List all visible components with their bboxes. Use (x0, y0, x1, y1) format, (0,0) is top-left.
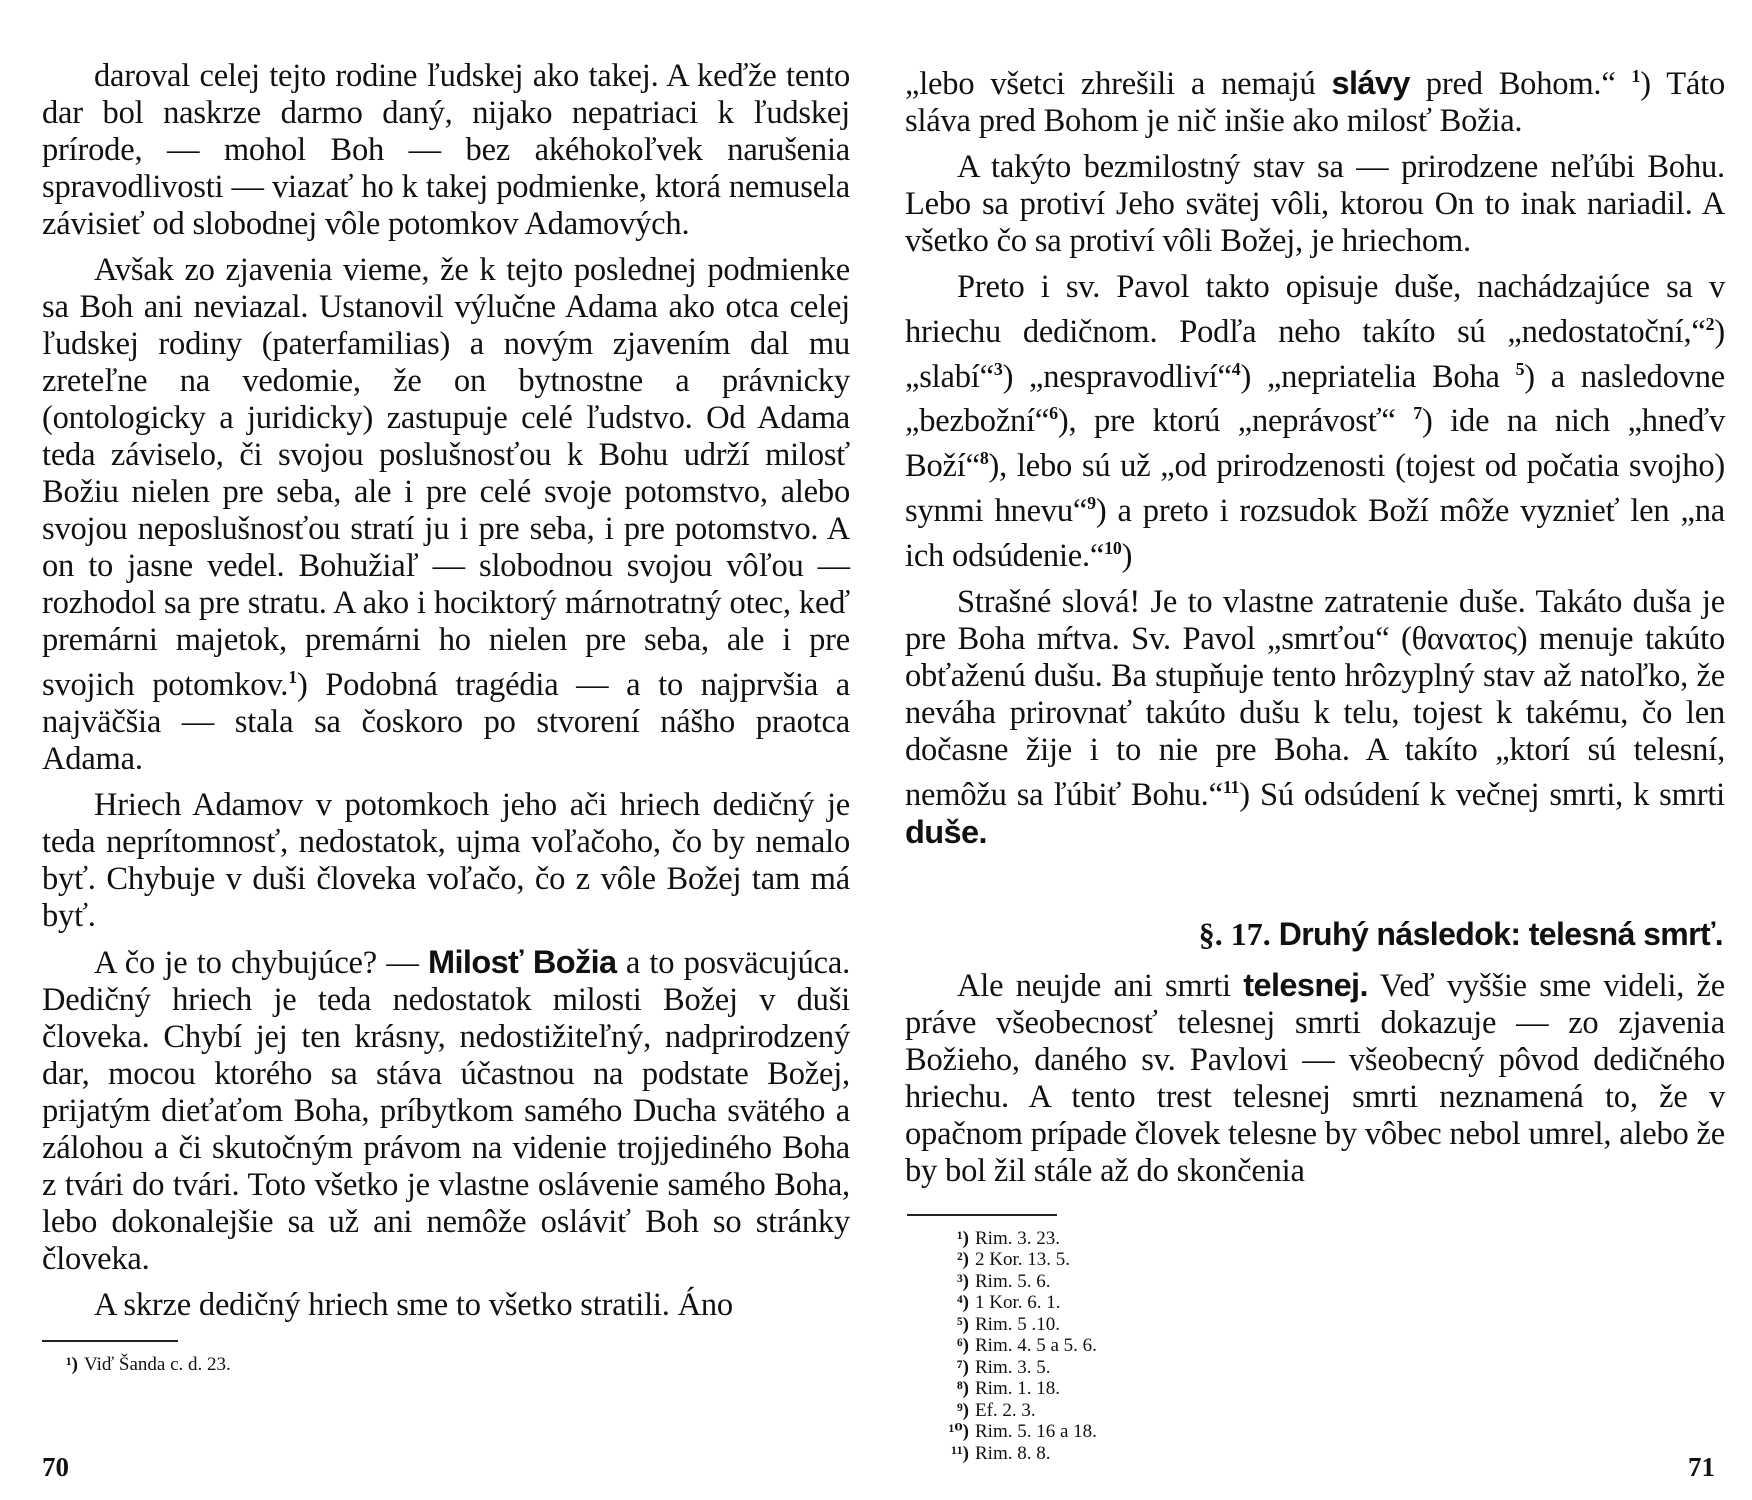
paragraph (42, 252, 850, 778)
text-run: Ale neujde ani smrti (957, 967, 1244, 1004)
footnote-text: Rim. 1. 18. (975, 1378, 1060, 1400)
text-run: ), pre ktorú „neprávosť“ (1057, 403, 1414, 440)
text-run: ) Podobná tragédia — a to najprvšia a najväčšia — stala sa čoskoro po stvorení nášho praotca Adama. (42, 666, 850, 777)
text-run: „lebo všetci zhrešili a nemajú (905, 65, 1332, 102)
left-page (42, 58, 850, 1375)
footnote-ref: 1 (288, 667, 297, 687)
text-run: ) Táto sláva pred Bohom je nič inšie ako milosť Božia. (905, 65, 1725, 139)
footnote-text: Rim. 5 .10. (975, 1313, 1060, 1335)
text-run: pred Bohom.“ (1409, 65, 1632, 102)
text-run: ) Sú odsúdení k večnej smrti, k smrti (1239, 776, 1725, 813)
footnote (905, 1357, 1725, 1379)
footnote-mark: ⁷) (956, 1356, 969, 1378)
text-run: ) a nasledovne „bezbožní“ (905, 358, 1725, 440)
footnote (905, 1314, 1725, 1336)
emphasized-text: duše. (905, 813, 987, 850)
footnote-mark: ⁶) (956, 1335, 969, 1357)
footnote-ref: 10 (1104, 537, 1122, 558)
paragraph (905, 58, 1725, 140)
paragraph (42, 944, 850, 1278)
footnote (905, 1421, 1725, 1443)
text-run: Strašné slová! Je to vlastne zatratenie duše. Takáto duša je pre Boha mŕtva. Sv. Pavol „smrťou“ (θανατος) menuje takúto obťaženú dušu. Ba stupňuje tento hrôzyplný stav až natoľko, že neváha prirovnať takúto dušu k telu, tojest k takému, čo len dočasne žije i to nie pre Boha. A takíto „ktorí sú telesní, nemôžu sa ľúbiť Bohu.“ (905, 583, 1725, 813)
footnote-ref: 7 (1413, 403, 1422, 424)
paragraph (905, 269, 1725, 575)
footnote-ref: 1 (1631, 66, 1641, 86)
footnote-ref: 8 (979, 448, 989, 469)
left-page-body (42, 58, 850, 1324)
text-run: a to posväcujúca. Dedičný hriech je teda nedostatok milosti Božej v duši človeka. Chybí jej ten krásny, nedostižiteľný, nadprirodzený dar, mocou ktorého sa stáva účastnou na podstate Božej, prijatým dieťaťom Boha, príbytkom samého Ducha svätého a zálohou a či skutočným právom na videnie trojjediného Boha z tvári do tvári. Toto všetko je vlastne oslávenie samého Boha, lebo dokonalejšie sa už ani nemôže osláviť Boh so stránky človeka. (42, 944, 850, 1277)
footnote-text: Rim. 5. 6. (975, 1270, 1051, 1292)
text-run: ) „nepriatelia Boha (1240, 358, 1516, 395)
text-run: Avšak zo zjavenia vieme, že k tejto poslednej podmienke sa Boh ani neviazal. Ustanovil výlučne Adama ako otca celej ľudskej rodiny (paterfamilias) a novým zjavením dal mu zreteľne na vedomie, že on bytnostne a právnicky (ontologicky a juridicky) zastupuje celé ľudstvo. Od Adama teda záviselo, či svojou poslušnosťou k Bohu udrží milosť Božiu nielen pre seba, ale i pre celé svoje potomstvo, alebo svojou neposlušnosťou stratí ju i pre seba, i pre potomstvo. A on to jasne vedel. Bohužiaľ — slobodnou svojou vôľou — rozhodol sa pre stratu. A ako i hociktorý márnotratný otec, keď premárni majetok, premárni ho nielen pre seba, ale i pre svojich potomkov. (42, 252, 850, 703)
text-run: Hriech Adamov v potomkoch jeho ači hriech dedičný je teda neprítomnosť, nedostatok, ujma voľačoho, čo by nemalo byť. Chybuje v duši človeka voľačo, čo z vôle Božej tam má byť. (42, 786, 850, 934)
footnote-text: Ef. 2. 3. (975, 1399, 1036, 1421)
paragraph (905, 584, 1725, 852)
footnote-mark: ⁴) (956, 1292, 969, 1314)
footnote-text: Rim. 5. 16 a 18. (975, 1421, 1097, 1443)
footnote-mark: ²) (956, 1249, 969, 1271)
emphasized-text: Milosť Božia (427, 943, 617, 980)
footnote-text: Rim. 4. 5 a 5. 6. (975, 1335, 1097, 1357)
text-run: A skrze dedičný hriech sme to všetko stratili. Áno (94, 1286, 733, 1323)
footnote-ref: 5 (1515, 358, 1525, 379)
right-page-body (905, 58, 1725, 852)
text-run: A takýto bezmilostný stav sa — prirodzene neľúbi Bohu. Lebo sa protiví Jeho svätej vôli, ktorou On to inak nariadil. A všetko čo sa protiví vôli Božej, je hriechom. (905, 148, 1725, 259)
right-footnotes (905, 1228, 1725, 1465)
footnote (905, 1378, 1725, 1400)
emphasized-text: slávy (1331, 64, 1410, 101)
footnote (905, 1228, 1725, 1250)
section-heading (905, 916, 1723, 953)
paragraph (42, 1287, 850, 1324)
text-run: ) a preto i rozsudok Boží môže vyznieť len „na ich odsúdenie.“ (905, 492, 1725, 574)
footnote (905, 1249, 1725, 1271)
paragraph (905, 967, 1725, 1190)
footnote-mark: ⁹) (956, 1399, 969, 1421)
footnote-ref: 9 (1087, 493, 1096, 514)
page-number-left: 70 (42, 1452, 69, 1482)
left-footnotes (42, 1354, 850, 1376)
footnote-ref: 3 (993, 358, 1003, 379)
footnote (905, 1400, 1725, 1422)
section-number: §. 17. (1198, 915, 1271, 952)
text-run: daroval celej tejto rodine ľudskej ako takej. A keďže tento dar bol naskrze darmo daný, nijako nepatriaci k ľudskej prírode, — mohol Boh — bez akéhokoľvek narušenia spravodlivosti — viazať ho k takej podmienke, ktorá nemusela závisieť od slobodnej vôle potomkov Adamových. (42, 58, 850, 242)
footnote-separator (907, 1214, 1057, 1216)
text-run: ), lebo sú už „od prirodzenosti (tojest od počatia svojho) synmi hnevu“ (905, 448, 1725, 529)
paragraph (42, 787, 850, 935)
footnote (42, 1354, 850, 1376)
footnote (905, 1443, 1725, 1465)
footnote-separator (42, 1340, 178, 1342)
paragraph (905, 149, 1725, 260)
footnote-mark: ¹¹) (951, 1442, 969, 1464)
text-run: Preto i sv. Pavol takto opisuje duše, nachádzajúce sa v hriechu dedičnom. Podľa neho takíto sú „nedostatoční,“ (905, 268, 1725, 350)
footnote-mark: ⁸) (956, 1378, 969, 1400)
footnote-mark: ¹⁰) (948, 1421, 969, 1443)
emphasized-text: telesnej. (1243, 966, 1368, 1003)
section-title: Druhý následok: telesná smrť. (1278, 915, 1723, 952)
footnote-text: Rim. 8. 8. (975, 1442, 1051, 1464)
right-page-body-continued (905, 967, 1725, 1190)
text-run: ) „slabí“ (905, 313, 1725, 395)
text-run: Veď vyššie sme videli, že práve všeobecnosť telesnej smrti dokazuje — zo zjavenia Božieho, daného sv. Pavlovi — všeobecný pôvod dedičného hriechu. A tento trest telesnej smrti neznamená to, že v opačnom prípade človek telesne by vôbec nebol umrel, alebo že by bol žil stále až do skončenia (905, 967, 1725, 1189)
footnote-mark: ¹) (956, 1227, 969, 1249)
text-run: ) (1121, 537, 1133, 574)
text-run: ) ide na nich „hneďv Boží“ (905, 403, 1725, 485)
footnote-mark: ³) (956, 1270, 969, 1292)
footnote-mark: ⁵) (956, 1313, 969, 1335)
footnote (905, 1271, 1725, 1293)
page-number-right: 71 (1688, 1452, 1715, 1482)
footnote-text: 1 Kor. 6. 1. (975, 1292, 1061, 1314)
paragraph (42, 58, 850, 243)
footnote-text: 2 Kor. 13. 5. (975, 1249, 1070, 1271)
text-run: ) „nespravodliví“ (1002, 358, 1232, 395)
footnote-ref: 6 (1049, 403, 1058, 424)
right-page (905, 58, 1725, 1464)
footnote (905, 1292, 1725, 1314)
footnote-text: Rim. 3. 5. (975, 1356, 1051, 1378)
footnote-mark: ¹) (65, 1353, 78, 1375)
footnote-ref: 2 (1705, 313, 1715, 334)
text-run: A čo je to chybujúce? — (94, 944, 428, 981)
footnote-ref: 4 (1231, 358, 1241, 379)
footnote (905, 1335, 1725, 1357)
footnote-ref: 11 (1222, 776, 1240, 797)
footnote-text: Viď Šanda c. d. 23. (84, 1353, 231, 1375)
footnote-text: Rim. 3. 23. (975, 1227, 1060, 1249)
